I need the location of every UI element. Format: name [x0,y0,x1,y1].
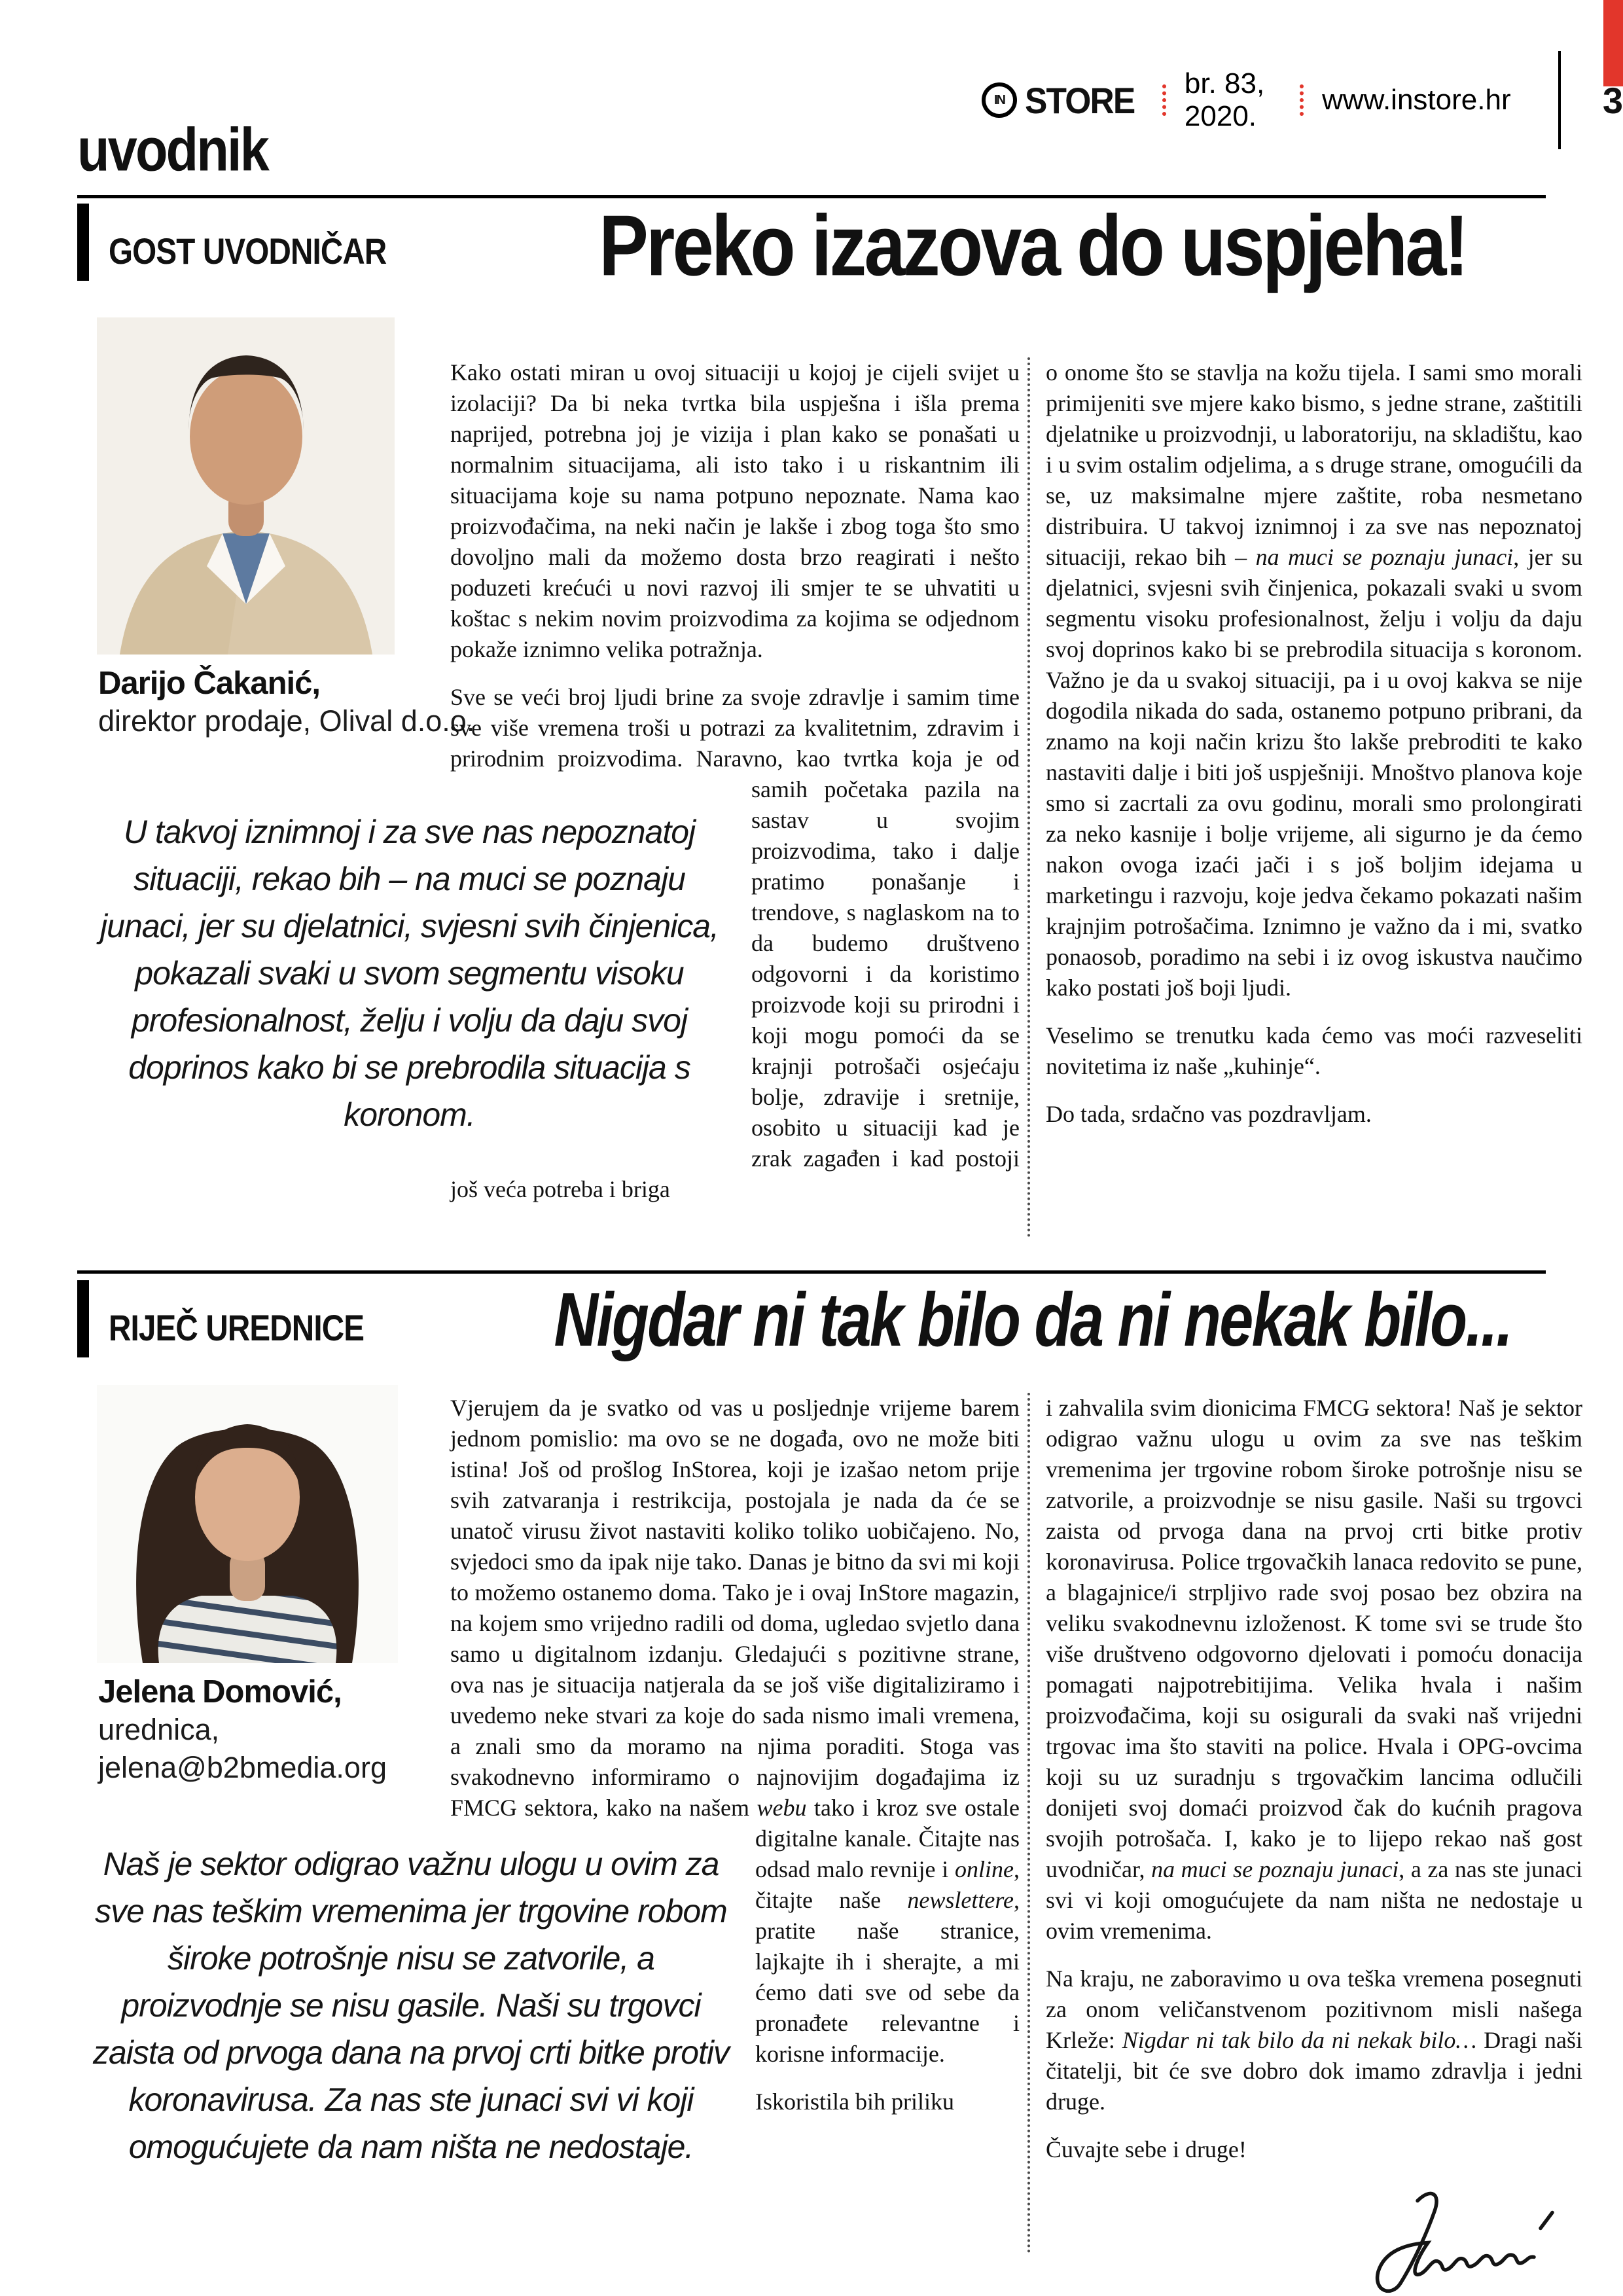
section-rule [77,1270,1546,1274]
paragraph-text: Dragi naši čitatelji, bit će sve dobro dok imamo zdravlja i jedni druge. [1046,2027,1582,2115]
instore-logo-icon: IN [982,82,1017,118]
editor-word-section [77,1275,1582,2296]
editor-signature [1046,2183,1582,2296]
author-email: jelena@b2bmedia.org [98,1751,387,1784]
paragraph-text: kao tvrtka koja je od samih početaka pazila na sastav u svojim proizvodima, tako i dalje pratimo ponašanje i trendove, s naglaskom na to da budemo društveno odgovorni i da koristimo proizvode koji su prirodni i koji mogu pomoći da se krajnji potrošači osjećaju bolje, zdravije i sretnije, osobito u situaciji kad je zrak zagađen i kad postoji još veća potreba i briga [450,745,1020,1202]
paragraph [1046,1964,1582,2117]
italic-phrase: webu [757,1795,807,1821]
instore-logo-text: STORE [1025,79,1135,121]
paragraph-text: tako i kroz sve ostale digitalne kanale. Čitajte nas odsad malo revnije i [755,1795,1020,1882]
italic-phrase: newslettere [907,1887,1014,1913]
portrait-darijo-cakanic [97,317,395,655]
author-role: urednica, [98,1713,220,1746]
paragraph-text: Sve se veći broj ljudi brine za svoje zdravlje i samim time sve više vremena troši u potrazi za kvalitetnim, zdravim i prirodnim proizvodima. Naravno, [450,684,1020,772]
paragraph-text: , pratite naše stranice, lajkajte ih i sherajte, a mi ćemo dati sve od sebe da pronađete relevantne i korisne informacije. [755,1887,1020,2067]
paragraph: Do tada, srdačno vas pozdravljam. [1046,1101,1372,1127]
italic-phrase: online [955,1856,1014,1882]
italic-phrase: na muci se poznaju junaci [1255,544,1514,570]
author-name: Darijo Čakanić, [98,666,321,701]
dotted-separator-icon [1162,84,1166,116]
paragraph-text: , a za nas ste junaci svi vi koji omogućujete da nam ništa ne nedostaje u ovim vremenima. [1046,1856,1582,1944]
paragraph-text: o onome što se stavlja na kožu tijela. I sami smo morali primijeniti sve mjere kako bismo, s jedne strane, zaštitili djelatnike u proizvodnji, u laboratoriju, na skladištu, kao i u svim ostalim odjelima, a s druge strane, omogućili da se, uz maksimalne mjere zaštite, roba nesmetano distribuira. U takvoj iznimnoj i za sve nas nepoznatoj situaciji, rekao bih – [1046,359,1582,570]
paragraph-text: Vjerujem da je svatko od vas u posljednje vrijeme barem jednom pomislio: ma ovo se ne događa, ovo ne može biti istina! Još od prošlog InStorea, koji je izašao netom prije svih zatvaranja i restrikcija, postojala je nada da će se unatoč virusu život nastaviti koliko toliko uobičajeno. No, svjedoci smo da ipak nije tako. Danas je bitno da svi mi koji to možemo ostanemo doma. Tako je i ovaj InStore magazin, na kojem smo vrijedno radili od doma, ugledao svjetlo dana samo u digitalnom izdanju. Gledajući s pozitivne strane, ova nas je situacija natjerala da se još više digitaliziramo i uvedemo neke stvari za koje do sada nismo imali vremena, a znali smo da moramo na njima poraditi. Stoga vas svakodnevno informiramo o najnovijim događajima iz FMCG sektora, kako na našem [450,1395,1020,1821]
column-divider [1027,1393,1030,2253]
editor-author-caption [98,1673,387,1787]
website-url: www.instore.hr [1322,84,1511,116]
guest-headline: Preko izazova do uspjeha! [599,197,1467,294]
paragraph: Iskoristila bih priliku [755,2089,954,2115]
paragraph-text: , čitajte naše [755,1856,1020,1913]
guest-pull-quote: U takvoj iznimnoj i za sve nas nepoznatoj situaciji, rekao bih – na muci se poznaju junaci, jer su djelatnici, svjesni svih činjenica, pokazali svaki u svom segmentu visoku profesionalnost, želju i volju da daju svoj doprinos kako bi se prebrodila situacija s koronom. [100,814,719,1133]
paragraph [1046,1393,1582,1946]
portrait-jelena-domovic [97,1385,398,1663]
paragraph-text: , jer su djelatnici, svjesni svih činjenica, pokazali svaki u svom segmentu visoku profesionalnost, želju i volju da daju svoj doprinos kako bi se prebrodila situacija s koronom. Važno je da u svakoj situaciji, pa i u ovoj kakva se nije dogodila nikada do sada, ostanemo potpuno pribrani, da znamo na koji način krizu što lakše prebroditi te kako nastaviti dalje i biti još uspješniji. Mnoštvo planova koje smo si zacrtali za ovu godinu, morali smo prolongirati za neko kasnije i bolje vrijeme, ali sigurno je da ćemo nakon ovoga izaći jači i s još boljim idejama u marketingu i razvoju, koje jedva čekamo pokazati našim krajnjim potrošačima. Iznimno je važno da i mi, svatko ponaosob, poradimo na sebi i iz ovog iskustva naučimo kako postati još boji ljudi. [1046,544,1582,1001]
dotted-separator-icon [1300,84,1304,116]
editor-pull-quote: Naš je sektor odigrao važnu ulogu u ovim za sve nas teškim vremenima jer trgovine robom široke potrošnje nisu se zatvorile, a proizvodnje se nisu gasile. Naši su trgovci zaista od prvoga dana na prvoj crti bitke protiv koronavirusa. Za nas ste junaci svi vi koji omogućujete da nam ništa ne nedostaje. [93,1846,729,2165]
editor-column-2 [1046,1393,1582,2296]
issue-label: br. 83, 2020. [1184,67,1265,132]
editor-headline: Nigdar ni tak bilo da ni nekak bilo... [554,1277,1512,1363]
editor-kicker: RIJEČ UREDNICE [109,1307,365,1348]
header-divider [1558,51,1561,149]
paragraph-text: Na kraju, ne zaboravimo u ova teška vremena posegnuti za onom veličanstvenom pozitivnom misli našega Krleže: [1046,1965,1582,2053]
paragraph-text: Kako ostati miran u ovoj situaciji u kojoj je cijeli svijet u izolaciji? Da bi neka tvrtka bila uspješna i išla prema naprijed, potrebna joj je vizija i plan kako se ponašati u normalnim situacijama, ali isto tako i u riskantnim ili situacijama koje su nama potpuno nepoznate. Nama kao proizvođačima, na neki način je lakše i zbog toga što smo dovoljno mali da možemo dosta brzo reagirati i nešto poduzeti krećući u novi razvoj ili smjer te se uhvatiti u koštac s nekim novim proizvodima za kojima se odjednom pokaže iznimno velika potražnja. [450,359,1020,662]
paragraph-text: i zahvalila svim dionicima FMCG sektora! Naš je sektor odigrao važnu ulogu u ovim za sve nas teškim vremenima jer trgovine robom široke potrošnje nisu se zatvorile, a proizvodnje se nisu gasile. Naši su trgovci zaista od prvoga dana na prvoj crti bitke protiv koronavirusa. Police trgovačkih lanaca redovito se pune, a blagajnice/i strpljivo rade svoj posao bez obzira na veliku svakodnevnu izloženost. K tome svi se trude što više društveno odgovorno djelovati i pomoću donacija pomagati najpotrebitijima. Velika hvala i našim proizvođačima, koji su osigurali da svaki naš vrijedni trgovac ima što staviti na police. Hvala i OPG-ovcima koji su uz suradnju s trgovačkim lancima odlučili donijeti svoj domaći proizvod čak do kućnih pragova svojih potrošača. I, kako je to lijepo rekao naš gost uvodničar, [1046,1395,1582,1882]
guest-editorial-section [77,197,1582,1268]
guest-author-caption [98,664,474,740]
column-divider [1027,357,1030,1238]
page-number: 3 [1602,79,1623,121]
kicker-bar [77,1280,89,1357]
masthead [982,51,1623,149]
italic-phrase: na muci se poznaju junaci [1151,1856,1399,1882]
paragraph: Veselimo se trenutku kada ćemo vas moći razveseliti novitetima iz naše „kuhinje“. [1046,1022,1582,1079]
kicker-bar [77,204,89,281]
author-name: Jelena Domović, [98,1674,342,1710]
page-title: uvodnik [77,115,268,184]
guest-kicker: GOST UVODNIČAR [109,230,387,272]
paragraph [450,357,1020,665]
italic-phrase: Nigdar ni tak bilo da ni nekak bilo… [1122,2027,1477,2053]
instore-logo [982,79,1144,122]
author-role: direktor prodaje, Olival d.o.o. [98,704,475,738]
paragraph [1046,357,1582,1003]
guest-column-2 [1046,357,1582,1147]
paragraph: Čuvajte sebe i druge! [1046,2136,1247,2162]
